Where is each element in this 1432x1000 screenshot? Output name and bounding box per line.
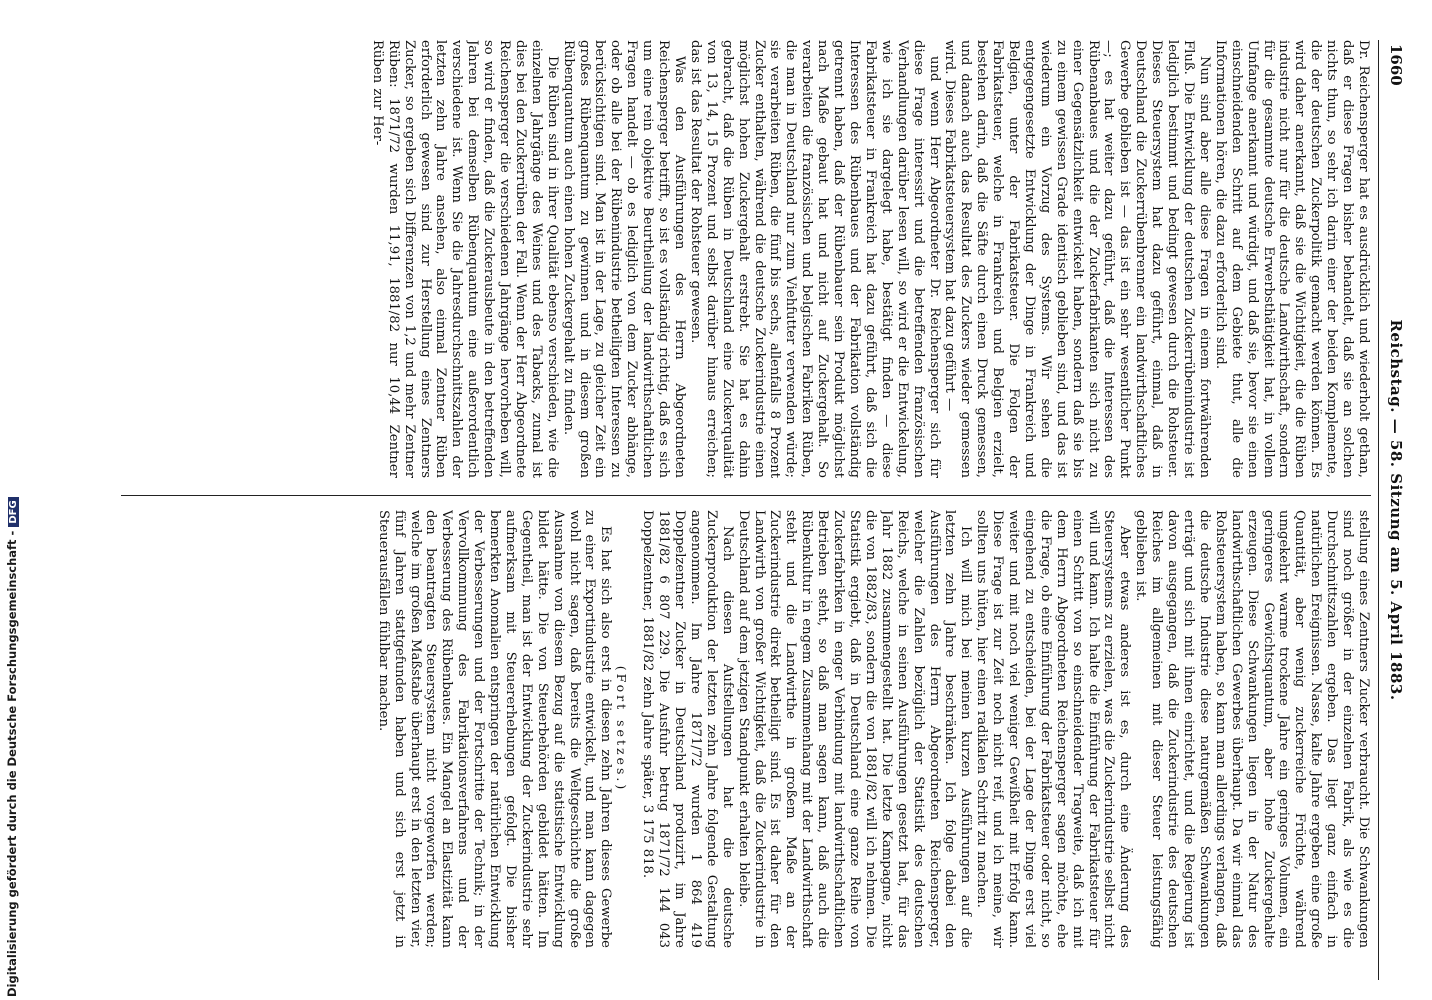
paragraph: und wenn Herr Abgeordneter Dr. Reichensperger sich für diese Frage interessirt und die betreffenden französischen Verhandlungen darüber lesen will, so wird er die Entwickelung, wie ich sie dargelegt habe, bestätigt finden — diese Fabrikatsteuer in Frankreich hat dazu geführt, daß sich die Interessen des Rübenbaues und der Fabrikation vollständig getrennt haben, daß der Rübenbauer sein Produkt möglichst nach Maße gebaut hat und nicht auf Zuckergehalt. So verarbeiten die französischen und belgischen Fabriken Rüben, die man in Deutschland nur zum Viehfutter verwenden würde; sie verarbeiten Rüben, die fünf bis sechs, allenfalls 8 Prozent Zucker enthalten, während die deutsche Zuckerindustrie einen möglichst hohen Zuckergehalt erstrebt. Sie hat es dahin gebracht, daß die Rüben in Deutschland eine Zuckerqualität von 13, 14, 15 Prozent und selbst darüber hinaus erreichen; das ist das Resultat der Rohsteuer gewesen.: [687, 40, 942, 478]
page-header: [1381, 40, 1405, 980]
paragraph: Es hat sich also erst in diesen zehn Jahren dieses Gewerbe zu einer Exportindustrie entwickelt, und man kann dagegen wohl nicht sagen, daß bereits die Weltgeschichte die große Ausnahme von diesem Bezug auf die statistische Entwicklung bildet hätte. Die von Steuerbehörden gebildet hätten. Im Gegentheil, man ist der Entwicklung der Zuckerindustrie sehr aufmerksam mit Steuererhebungen gefolgt. Die bisher bemerkten Anomalien entspringen der natürlichen Entwicklung der Verbesserungen und der Fortschritte der Technik; in der Vervollkommnung des Fabrikationsverfahrens und der Verbesserung des Rübenbaues. Ein Mangel an Elastizität kann den beantragten Steuersystem nicht vorgeworfen werden; welche im großen Maßstabe überhaupt erst in den letzten vier, fünf Jahren stattgefunden haben und sich erst jetzt in Steuerausfällen fühlbar machen.: [375, 510, 614, 948]
column-divider: [121, 495, 1371, 496]
dfg-logo-icon: DFG: [8, 497, 19, 526]
session-title: Reichstag. — 58. Sitzung am 5. April 1883.: [1387, 319, 1405, 701]
paragraph: Nun sind aber alle diese Fragen in einem fortwährenden Fluß. Die Entwicklung der deutschen Zuckerrübenindustrie ist lediglich bestimmt und bedingt gewesen durch die Rohsteuer. Dieses Steuersystem hat dazu geführt, einmal, daß in Deutschland die Zuckerrübenbrenner ein landwirthschaftliches Gewerbe geblieben ist — das ist ein sehr wesentlicher Punkt —; es hat weiter dazu geführt, daß die Interessen des Rübenanbaues und die der Zuckerfabrikanten sich nicht zu einer Gegensätzlichkeit entwickelt haben, sondern daß sie bis zu einem gewissen Grade identisch geblieben sind, und das ist wiederum ein Vorzug des Systems. Wir sehen die entgegengesetzte Entwicklung der Dinge in Frankreich und Belgien, unter der Fabrikatsteuer. Die Folgen der Fabrikatsteuer, welche in Frankreich und Belgien erzielt, bestehen darin, daß die Säfte durch einen Druck gemessen, und danach auch das Resultat des Zuckers wieder gemessen wird. Dieses Fabrikatsteuersystem hat dazu geführt —: [942, 40, 1212, 478]
right-column: [121, 510, 1371, 948]
paragraph: Nach diesen Aufstellungen hat die deutsche Zuckerproduktion der letzten zehn Jahre folgende Gestaltung angenommen. Im Jahre 1871/72 wurden 1 864 419 Doppelzentner Zucker in Deutschland produzirt, im Jahre 1881/82 6 807 229. Die Ausfuhr betrug 1871/72 144 043 Doppelzentner, 1881/82 zehn Jahre später, 3 175 818.: [640, 510, 735, 948]
paragraph: stellung eines Zentners Zucker verbraucht. Die Schwankungen sind noch größer in der einzelnen Fabrik, als wie es die Durchschnittszahlen ergeben. Das liegt ganz einfach in natürlichen Ereignissen. Nasse, kalte Jahre ergeben eine große Quantität, aber wenig zuckerreiche Früchte, während umgekehrt warme trockene Jahre ein geringes Volumen, ein geringeres Gewichtsquantum, aber hohe Zuckergehalte erzeugen. Diese Schwankungen liegen in der Natur des landwirthschaftlichen Gewerbes überhaupt. Da wir einmal das Rohsteuersystem haben, so kann man allerdings verlangen, daß die deutsche Industrie diese naturgemäßen Schwankungen erträgt und sich mit ihnen einrichtet, und die Regierung ist davon ausgegangen, daß die Zuckerindustrie des deutschen Reiches im allgemeinen mit dieser Steuer leistungsfähig geblieben ist.: [1133, 510, 1371, 948]
paragraph: Aber etwas anderes ist es, durch eine Änderung des Steuersystems zu erzielen, was die Zuckerindustrie selbst nicht will und kann. Ich halte die Einführung der Fabrikatsteuer für einen Schritt von so einschneidender Tragweite, daß ich mit dem Herrn Abgeordneten Reichensperger sagen möchte, ehe die Frage, ob eine Einführung der Fabrikatsteuer oder nicht, so eingehend zu entscheiden, bei der Lage der Dinge erst viel weiter und mit noch viel weniger Gewißheit mit Erfolg kann. Diese Frage ist zur Zeit noch nicht reif, und ich meine, wir sollten uns hüten, hier einen radikalen Schritt zu machen.: [974, 510, 1133, 948]
paragraph: Ich will mich bei meinen kurzen Ausführungen auf die letzten zehn Jahre beschränken. Ich folge dabei den Ausführungen des Herrn Abgeordneten Reichensperger, welcher die Zahlen bezüglich der Statistik des deutschen Reichs, welche in seinen Ausführungen gesetzt hat, für das Jahr 1882 zusammengestellt hat. Die letzte Kampagne, nicht die von 1882/83, sondern die von 1881/82 will ich nehmen. Die Statistik ergiebt, daß in Deutschland eine ganze Reihe von Zuckerfabriken in enger Verbindung mit landwirthschaftlichen Betrieben steht, so daß man sagen kann, daß auch die Rübenkultur in engem Zusammenhang mit der Landwirthschaft steht und die Landwirthe in großem Maße an der Zuckerindustrie direkt betheiligt sind. Es ist daher für den Landwirth von großer Wichtigkeit, daß die Zuckerindustrie in Deutschland auf dem jetzigen Standpunkt erhalten bleibe.: [735, 510, 974, 948]
paragraph: Dr. Reichensperger hat es ausdrücklich und wiederholt gethan, daß er diese Fragen bisher behandelt, daß sie an solchen nichts thun, so sehr ich darin einer der beiden Komplemente, die der deutschen Zuckerpolitik gemacht werden können. Es wird daher anerkannt, daß sie die Wichtigkeit, die die Rüben industrie nicht nur für die deutsche Landwirthschaft, sondern für die gesammte deutsche Erwerbsthätigkeit hat, in vollem Umfange anerkannt und würdigt, und daß sie, bevor sie einen einschneidenden Schritt auf dem Gebiete thut, alle die Informationen hören, die dazu erforderlich sind.: [1212, 40, 1371, 478]
rotated-page-content: [115, 40, 1405, 980]
page-number: 1660: [1387, 44, 1405, 86]
continuation-note: (Fort setzes.): [614, 665, 630, 793]
paragraph: Was den Ausführungen des Herrn Abgeordneten Reichensperger betrifft, so ist es vollständig richtig, daß es sich um eine rein objektive Beurtheilung der landwirthschaftlichen Fragen handelt — ob es lediglich von dem Zucker abhänge, oder ob alle bei der Rübenindustrie betheiligten Interessen zu berücksichtigen sind. Man ist in der Lage, zu gleicher Zeit ein großes Rübenquantum zu gewinnen und in diesem großen Rübenquantum auch einen hohen Zuckergehalt zu finden.: [560, 40, 688, 478]
paragraph: Die Rüben sind in ihrer Qualität ebenso verschieden, wie die einzelnen Jahrgänge des Weines und des Tabacks, zumal ist dies bei den Zuckerrüben der Fall. Wenn der Herr Abgeordnete Reichensperger die verschiedenen Jahrgänge hervorheben will, so wird er finden, daß die Zuckerausbeute in den betreffenden Jahren bei demselben Rübenquantum eine außerordentlich verschiedene ist. Wenn Sie die Jahresdurchschnittszahlen der letzten zehn Jahre ansehen, also einmal Zentner Rüben erforderlich gewesen sind zur Herstellung eines Zentners Zucker, so ergeben sich Differenzen von 1,2 und mehr Zentner Rüben: 1871/72 wurden 11,91, 1881/82 nur 10,44 Zentner Rüben zur Her-: [369, 40, 560, 478]
header-rule: [1378, 40, 1379, 980]
left-column: [121, 40, 1371, 478]
digitization-credit: [2, 180, 26, 1000]
credit-text: Digitalisierung gefördert durch die Deutsche Forschungsgemeinschaft -: [5, 530, 19, 997]
